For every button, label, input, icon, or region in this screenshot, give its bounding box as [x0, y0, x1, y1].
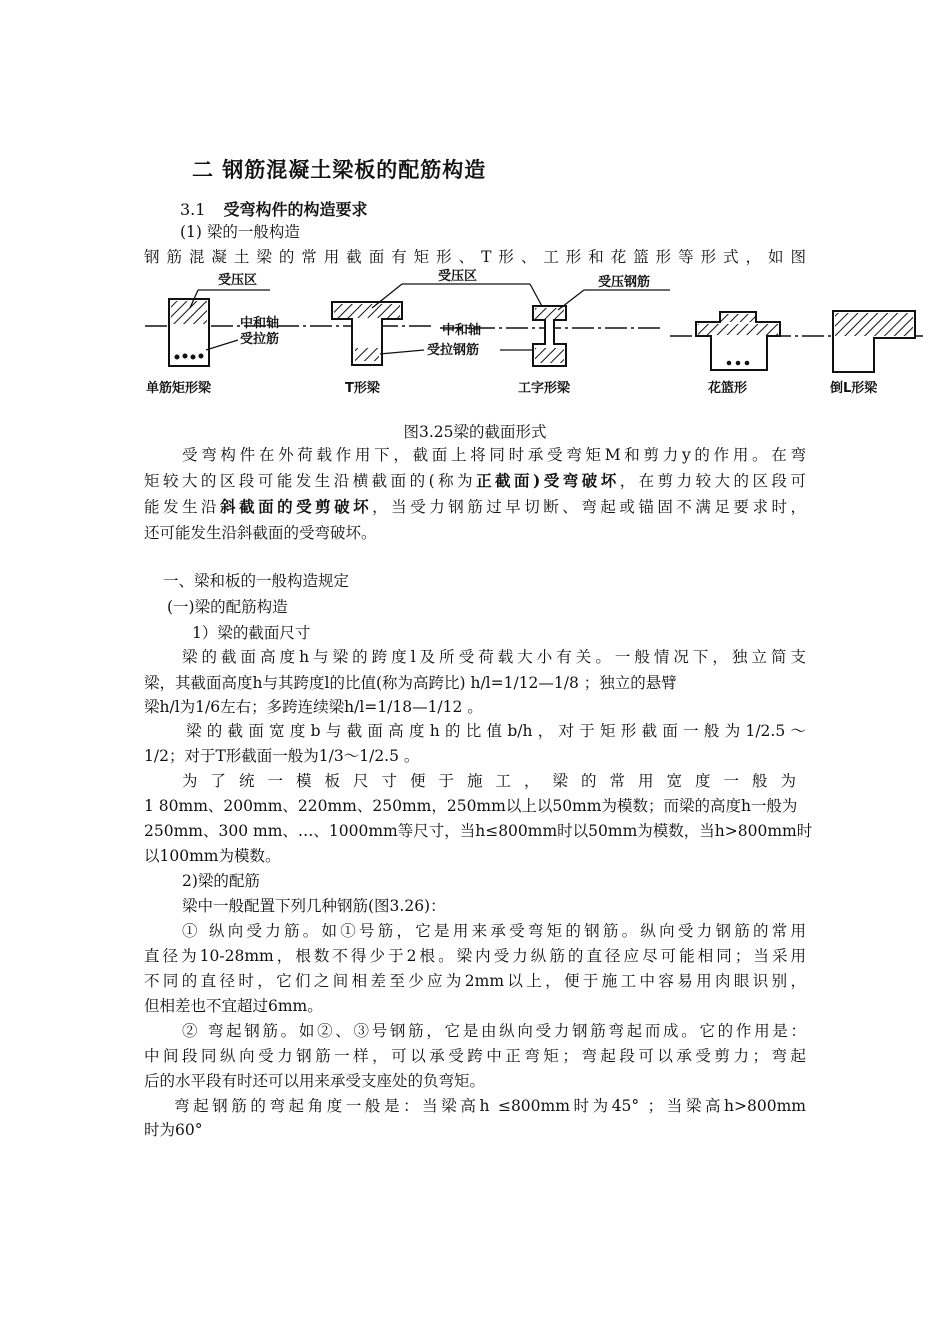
- page-title: 二 钢筋混凝土梁板的配筋构造: [192, 158, 487, 182]
- para3-line-2: 1/2；对于T形截面一般为1/3～1/2.5 。: [144, 747, 420, 765]
- para4-line-1: 为了统一模板尺寸便于施工，梁的常用宽度一般为: [182, 772, 806, 790]
- fig-label-rect-beam: 单筋矩形梁: [146, 381, 212, 396]
- fig-label-compression-steel: 受压钢筋: [598, 275, 651, 290]
- para1-line-2: 矩较大的区段可能发生沿横截面的(称为正截面)受弯破坏，在剪力较大的区段可: [144, 471, 806, 490]
- fig-label-compression-zone-2: 受压区: [438, 269, 478, 284]
- t-beam-section: [332, 302, 402, 365]
- fig-label-t-beam: T形梁: [345, 381, 380, 396]
- fig-label-compression-zone-1: 受压区: [218, 273, 258, 288]
- beam-sections-figure: [140, 268, 930, 403]
- para1-line-1: 受弯构件在外荷载作用下，截面上将同时承受弯矩M和剪力y的作用。在弯: [182, 446, 806, 464]
- para3-line-1: 梁的截面宽度b与截面高度h的比值b/h，对于矩形截面一般为1/2.5～: [186, 722, 806, 740]
- para1-line-3: 能发生沿斜截面的受剪破坏，当受力钢筋过早切断、弯起或锚固不满足要求时，: [144, 497, 806, 516]
- para6-line-2: 直径为10-28mm，根数不得少于2根。梁内受力纵筋的直径应尽可能相同；当采用: [144, 947, 806, 965]
- heading-beam-bars: 2)梁的配筋: [182, 872, 260, 890]
- heading-beam-reinforcement: (一)梁的配筋构造: [167, 598, 288, 616]
- para6-line-3: 不同的直径时，它们之间相差至少应为2mm以上，便于施工中容易用肉眼识别，: [144, 972, 806, 990]
- para7-line-1: ② 弯起钢筋。如②、③号钢筋，它是由纵向受力钢筋弯起而成。它的作用是：: [182, 1022, 806, 1040]
- heading-section-size: 1）梁的截面尺寸: [192, 624, 311, 642]
- section-heading: [180, 197, 367, 220]
- para4-line-4: 以100mm为模数。: [144, 847, 281, 865]
- basket-beam-section: [696, 312, 780, 370]
- section-label: 受弯构件的构造要求: [223, 200, 368, 219]
- heading-general-rules: 一、梁和板的一般构造规定: [163, 572, 350, 590]
- inverted-l-beam-section: [833, 311, 915, 372]
- fig-label-inverted-l-beam: 倒L形梁: [830, 381, 878, 396]
- intro-line: 钢筋混凝土梁的常用截面有矩形、T形、工形和花篮形等形式，如图: [144, 248, 806, 266]
- fig-label-i-beam: 工字形梁: [518, 381, 571, 396]
- rect-beam-section: [169, 299, 209, 366]
- figure-caption: 图3.25梁的截面形式: [403, 423, 547, 441]
- fig-label-neutral-axis-1: 中和轴: [240, 316, 280, 331]
- fig-label-tension-steel: 受拉钢筋: [427, 343, 480, 358]
- para8-line-2: 时为60°: [144, 1121, 203, 1139]
- fig-label-neutral-axis-2: 中和轴: [442, 323, 482, 338]
- para4-line-2: 1 80mm、200mm、220mm、250mm，250mm以上以50mm为模数；而梁的高度h一般为: [144, 797, 798, 815]
- para2-line-2: 梁，其截面高度h与其跨度l的比值(称为高跨比) h/l=1/12—1/8 ；独立的悬臂: [144, 674, 677, 692]
- para5: 梁中一般配置下列几种钢筋(图3.26)：: [182, 897, 446, 915]
- para4-line-3: 250mm、300 mm、…、1000mm等尺寸，当h≤800mm时以50mm为模数，当h>800mm时: [144, 822, 813, 840]
- i-beam-section: [533, 306, 566, 366]
- para6-line-4: 但相差也不宜超过6mm。: [144, 997, 323, 1015]
- para2-line-3: 梁h/l为1/6左右；多跨连续梁h/l=1/18—1/12 。: [144, 698, 483, 716]
- para6-line-1: ① 纵向受力筋。如①号筋，它是用来承受弯矩的钢筋。纵向受力钢筋的常用: [182, 922, 806, 940]
- para7-line-3: 后的水平段有时还可以用来承受支座处的负弯矩。: [144, 1072, 486, 1090]
- fig-label-basket-beam: 花篮形: [708, 381, 748, 396]
- para7-line-2: 中间段同纵向受力钢筋一样，可以承受跨中正弯矩；弯起段可以承受剪力；弯起: [144, 1047, 806, 1065]
- para2-line-1: 梁的截面高度h与梁的跨度l及所受荷载大小有关。一般情况下，独立简支: [182, 648, 806, 666]
- section-number: 3.1: [180, 200, 206, 219]
- fig-label-tension-bar: 受拉筋: [240, 332, 280, 347]
- subheading: (1) 梁的一般构造: [180, 223, 300, 241]
- para1-line-4: 还可能发生沿斜截面的受弯破坏。: [144, 524, 377, 542]
- para8-line-1: 弯起钢筋的弯起角度一般是：当梁高h ≤800mm时为45° ；当梁高h>800mm: [174, 1097, 806, 1115]
